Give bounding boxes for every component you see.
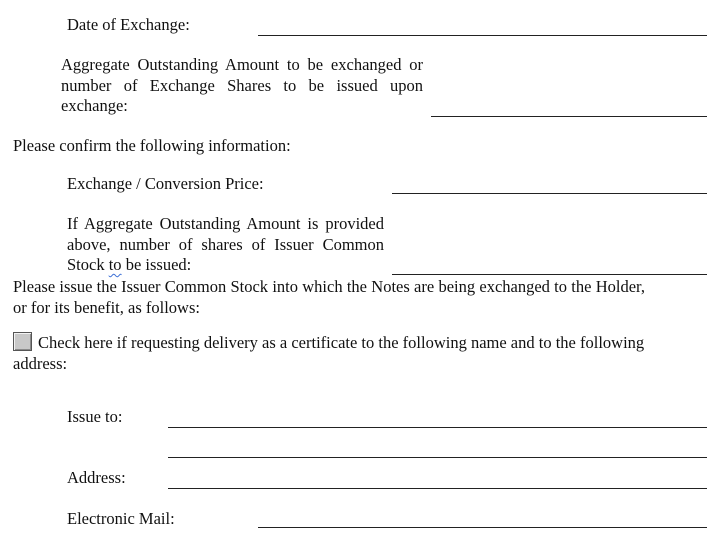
conversion-price-field[interactable] [392, 193, 707, 194]
certificate-delivery-text-line1: Check here if requesting delivery as a certificate to the following name and to the following [38, 333, 645, 352]
electronic-mail-label: Electronic Mail: [67, 509, 175, 528]
shares-text-before: If Aggregate Outstanding Amount is provided above, number of shares of Issuer Common Stock [67, 214, 384, 274]
date-of-exchange-field[interactable] [258, 35, 707, 36]
electronic-mail-field[interactable] [258, 527, 707, 528]
aggregate-amount-field[interactable] [431, 116, 707, 117]
address-field[interactable] [168, 488, 707, 489]
issue-to-label: Issue to: [67, 407, 123, 426]
date-of-exchange-label: Date of Exchange: [67, 15, 190, 34]
shares-text-after: be issued: [121, 255, 192, 274]
certificate-delivery-checkbox[interactable] [13, 332, 32, 351]
confirm-information-heading: Please confirm the following information: [13, 136, 291, 155]
issue-to-field[interactable] [168, 427, 707, 428]
issue-instruction-text: Please issue the Issuer Common Stock into which the Notes are being exchanged to the Holder, or for its benefit, as follows: [13, 277, 645, 317]
issue-to-field-line2[interactable] [168, 457, 707, 458]
aggregate-amount-label: Aggregate Outstanding Amount to be exchanged or number of Exchange Shares to be issued upon exchange: [61, 55, 423, 115]
certificate-delivery-text-line2: address: [13, 354, 68, 373]
number-of-shares-field[interactable] [392, 274, 707, 275]
address-label: Address: [67, 468, 126, 487]
number-of-shares-label [67, 214, 384, 276]
conversion-price-label: Exchange / Conversion Price: [67, 174, 264, 193]
shares-text-to: to [108, 255, 122, 274]
